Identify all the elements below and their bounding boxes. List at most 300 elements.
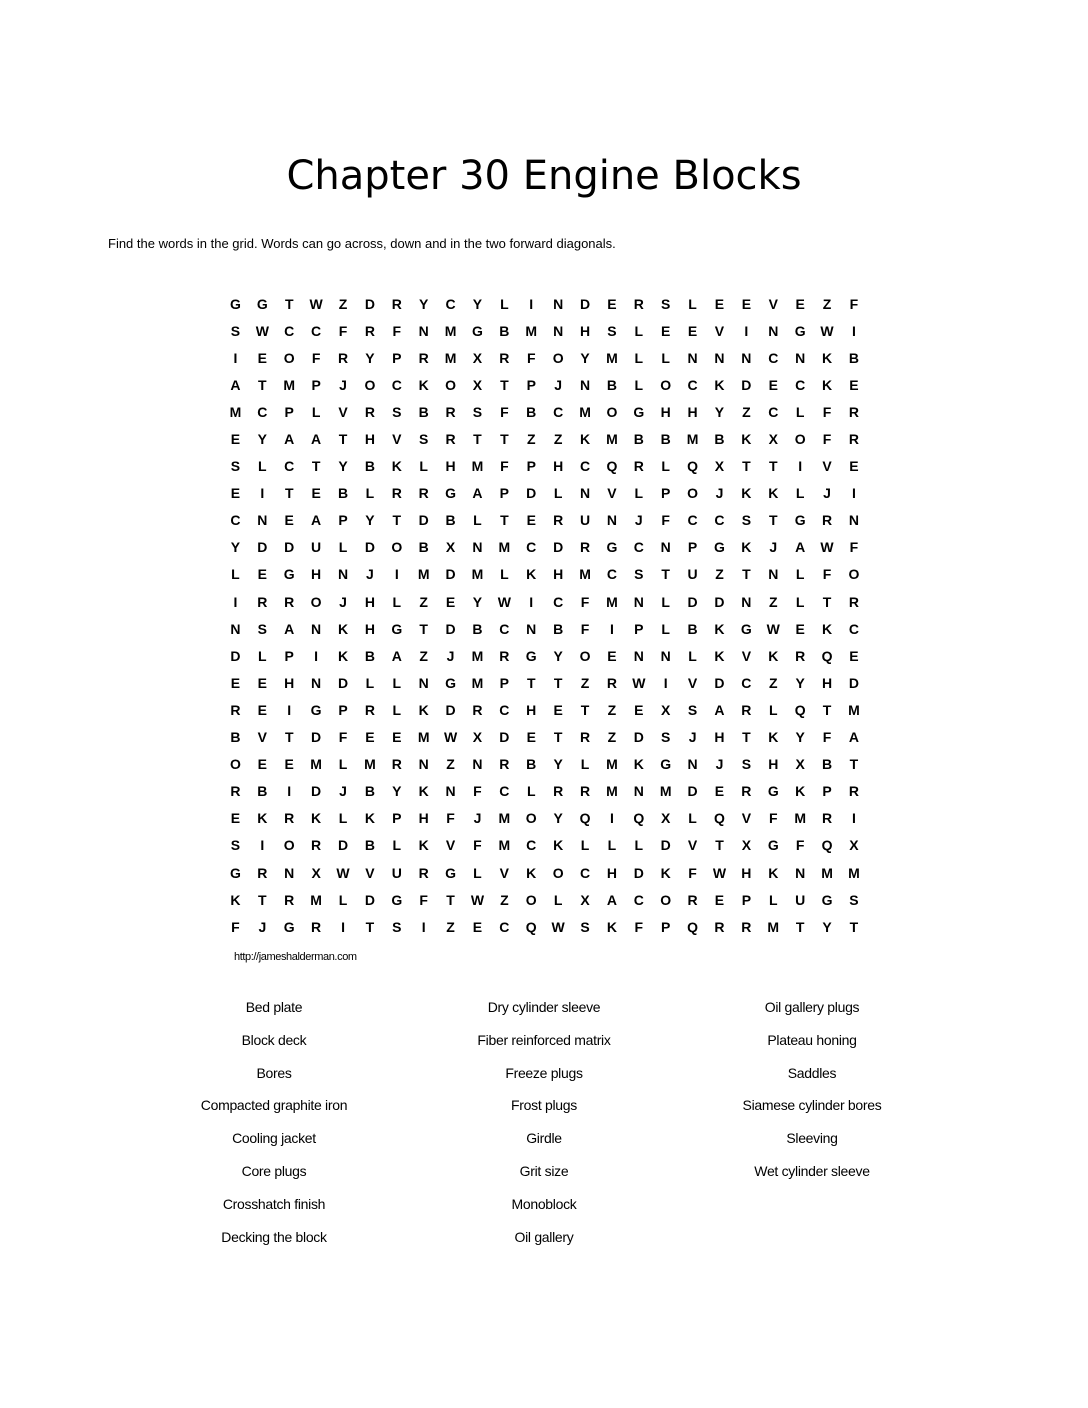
- grid-letter: L: [688, 647, 697, 664]
- grid-letter: G: [472, 322, 483, 339]
- grid-letter: O: [552, 864, 564, 881]
- grid-letter: B: [553, 620, 564, 637]
- grid-letter: I: [529, 593, 534, 610]
- grid-letter: K: [768, 864, 779, 881]
- grid-letter: V: [687, 674, 698, 691]
- letter-grid: [222, 290, 867, 940]
- grid-letter: M: [471, 674, 484, 691]
- grid-letter: G: [283, 918, 295, 935]
- grid-letter: R: [579, 539, 591, 556]
- grid-letter: G: [391, 891, 403, 908]
- grid-letter: E: [365, 729, 375, 746]
- grid-letter: M: [471, 458, 484, 475]
- grid-letter: H: [364, 593, 375, 610]
- grid-letter: D: [418, 512, 429, 529]
- grid-letter: I: [260, 485, 265, 502]
- grid-letter: X: [445, 539, 456, 556]
- grid-letter: M: [471, 647, 484, 664]
- grid-letter: P: [392, 810, 402, 827]
- grid-letter: R: [230, 783, 241, 800]
- grid-letter: F: [634, 918, 644, 935]
- grid-letter: L: [795, 593, 805, 610]
- grid-letter: P: [284, 647, 294, 664]
- grid-letter: J: [258, 918, 267, 935]
- grid-letter: S: [661, 729, 671, 746]
- grid-letter: S: [392, 918, 402, 935]
- grid-letter: D: [579, 295, 591, 312]
- grid-letter: S: [472, 403, 483, 420]
- grid-letter: E: [849, 376, 859, 393]
- grid-letter: F: [822, 566, 832, 583]
- grid-letter: Q: [687, 918, 699, 935]
- grid-letter: P: [526, 376, 536, 393]
- grid-letter: R: [741, 918, 752, 935]
- grid-letter: R: [364, 701, 375, 718]
- grid-letter: B: [687, 620, 698, 637]
- grid-letter: W: [255, 322, 269, 339]
- grid-letter: N: [633, 647, 644, 664]
- grid-letter: L: [392, 837, 402, 854]
- grid-letter: T: [822, 701, 832, 718]
- grid-letter: T: [311, 458, 321, 475]
- grid-letter: M: [767, 918, 780, 935]
- grid-letter: K: [418, 376, 429, 393]
- grid-letter: S: [580, 918, 590, 935]
- grid-letter: I: [663, 674, 668, 691]
- grid-letter: R: [472, 701, 483, 718]
- grid-letter: O: [525, 810, 537, 827]
- grid-letter: J: [769, 539, 778, 556]
- grid-letter: V: [499, 864, 510, 881]
- grid-letter: C: [579, 864, 591, 881]
- grid-letter: T: [258, 891, 267, 908]
- grid-letter: B: [821, 756, 833, 773]
- grid-letter: A: [606, 891, 617, 908]
- grid-letter: X: [311, 864, 321, 881]
- grid-letter: J: [554, 376, 563, 393]
- grid-letter: G: [660, 756, 672, 773]
- grid-letter: N: [445, 783, 456, 800]
- grid-letter: Z: [419, 593, 428, 610]
- grid-letter: R: [391, 295, 402, 312]
- grid-letter: P: [311, 376, 321, 393]
- grid-letter: E: [849, 458, 859, 475]
- grid-letter: G: [230, 864, 241, 881]
- grid-letter: E: [714, 891, 725, 908]
- grid-letter: Y: [472, 593, 483, 610]
- grid-letter: Y: [553, 810, 563, 827]
- grid-letter: E: [257, 349, 267, 366]
- grid-letter: C: [391, 376, 402, 393]
- grid-letter: L: [634, 322, 644, 339]
- grid-letter: L: [500, 295, 509, 312]
- grid-letter: D: [687, 783, 698, 800]
- word-list-item: Fiber reinforced matrix: [477, 1031, 611, 1048]
- grid-letter: L: [338, 891, 348, 908]
- grid-letter: N: [579, 485, 591, 502]
- grid-letter: C: [526, 539, 537, 556]
- grid-letter: L: [553, 485, 563, 502]
- word-list-item: Core plugs: [241, 1162, 307, 1179]
- grid-letter: B: [606, 376, 617, 393]
- grid-letter: R: [553, 783, 564, 800]
- grid-letter: B: [364, 837, 375, 854]
- grid-letter: E: [634, 701, 644, 718]
- grid-letter: F: [795, 837, 805, 854]
- grid-letter: L: [231, 566, 240, 583]
- grid-letter: R: [311, 837, 322, 854]
- grid-letter: K: [337, 647, 349, 664]
- grid-letter: C: [284, 458, 295, 475]
- grid-letter: I: [798, 458, 803, 475]
- grid-letter: E: [714, 783, 725, 800]
- grid-letter: M: [606, 349, 618, 366]
- grid-letter: Q: [821, 837, 833, 854]
- grid-letter: O: [552, 349, 564, 366]
- grid-letter: E: [553, 701, 563, 718]
- grid-letter: R: [230, 701, 241, 718]
- grid-letter: T: [822, 593, 832, 610]
- word-list-item: Girdle: [526, 1130, 562, 1147]
- grid-letter: W: [470, 891, 485, 908]
- grid-letter: X: [661, 810, 671, 827]
- grid-letter: E: [257, 566, 267, 583]
- grid-letter: K: [741, 485, 752, 502]
- grid-letter: N: [768, 322, 779, 339]
- grid-letter: N: [741, 349, 752, 366]
- grid-letter: T: [768, 512, 778, 529]
- grid-letter: V: [607, 485, 617, 502]
- grid-letter: A: [795, 539, 806, 556]
- grid-letter: R: [284, 593, 295, 610]
- grid-letter: M: [310, 891, 322, 908]
- grid-letter: B: [364, 647, 375, 664]
- grid-letter: I: [233, 349, 238, 366]
- grid-letter: S: [230, 322, 241, 339]
- grid-letter: O: [230, 756, 241, 773]
- grid-letter: L: [661, 620, 670, 637]
- grid-letter: H: [606, 864, 617, 881]
- grid-letter: I: [851, 322, 856, 339]
- grid-letter: M: [606, 431, 618, 448]
- grid-letter: G: [391, 620, 403, 637]
- grid-letter: K: [660, 864, 671, 881]
- grid-letter: T: [715, 837, 724, 854]
- grid-letter: B: [714, 431, 725, 448]
- grid-letter: E: [311, 485, 321, 502]
- grid-letter: B: [364, 458, 375, 475]
- grid-letter: R: [848, 403, 859, 420]
- grid-letter: R: [257, 593, 268, 610]
- grid-letter: E: [230, 485, 241, 502]
- grid-letter: V: [365, 864, 375, 881]
- grid-letter: G: [606, 539, 618, 556]
- grid-letter: C: [741, 674, 752, 691]
- grid-letter: N: [768, 566, 779, 583]
- grid-letter: B: [526, 756, 537, 773]
- grid-letter: L: [258, 458, 267, 475]
- grid-letter: R: [795, 647, 806, 664]
- grid-letter: K: [821, 376, 833, 393]
- grid-letter: D: [257, 539, 268, 556]
- grid-letter: N: [633, 593, 644, 610]
- grid-letter: K: [579, 431, 591, 448]
- grid-letter: F: [473, 783, 482, 800]
- grid-letter: M: [525, 322, 538, 339]
- grid-letter: E: [687, 322, 698, 339]
- grid-letter: N: [472, 539, 483, 556]
- source-url: http://jameshalderman.com: [234, 951, 357, 963]
- grid-letter: E: [795, 620, 805, 637]
- grid-letter: R: [445, 431, 456, 448]
- grid-letter: K: [821, 620, 833, 637]
- grid-letter: O: [310, 593, 322, 610]
- grid-letter: C: [499, 701, 510, 718]
- grid-letter: R: [848, 431, 859, 448]
- grid-letter: U: [795, 891, 806, 908]
- word-list-item: Block deck: [241, 1031, 307, 1048]
- grid-letter: C: [687, 512, 698, 529]
- word-list-item: Plateau honing: [767, 1031, 857, 1048]
- grid-letter: Y: [472, 295, 483, 312]
- grid-letter: M: [848, 864, 860, 881]
- grid-letter: B: [499, 322, 510, 339]
- grid-letter: K: [714, 620, 725, 637]
- word-list-column-1: [124, 996, 424, 1258]
- grid-letter: W: [820, 322, 834, 339]
- grid-letter: L: [526, 783, 536, 800]
- grid-letter: C: [284, 322, 295, 339]
- grid-letter: L: [258, 647, 267, 664]
- grid-letter: D: [311, 729, 322, 746]
- grid-letter: I: [287, 783, 292, 800]
- grid-letter: J: [366, 566, 374, 583]
- word-list-item: Siamese cylinder bores: [742, 1097, 882, 1114]
- grid-letter: A: [311, 512, 322, 529]
- grid-letter: F: [500, 403, 509, 420]
- grid-letter: L: [634, 376, 644, 393]
- grid-letter: F: [231, 918, 240, 935]
- grid-letter: I: [609, 810, 614, 827]
- grid-letter: X: [661, 701, 671, 718]
- grid-letter: X: [768, 431, 778, 448]
- grid-letter: K: [606, 918, 617, 935]
- grid-letter: E: [284, 756, 294, 773]
- grid-letter: F: [526, 349, 536, 366]
- grid-letter: H: [364, 431, 375, 448]
- grid-letter: B: [445, 512, 456, 529]
- grid-letter: O: [579, 647, 591, 664]
- word-list-item: Compacted graphite iron: [200, 1097, 348, 1114]
- grid-letter: L: [311, 403, 321, 420]
- grid-letter: F: [580, 593, 590, 610]
- grid-letter: L: [500, 566, 509, 583]
- grid-letter: J: [473, 810, 482, 827]
- grid-letter: D: [714, 593, 725, 610]
- grid-letter: R: [391, 756, 402, 773]
- grid-letter: S: [230, 458, 241, 475]
- grid-letter: G: [714, 539, 725, 556]
- grid-letter: L: [768, 701, 778, 718]
- grid-letter: L: [392, 701, 402, 718]
- grid-letter: Q: [821, 647, 833, 664]
- grid-letter: R: [284, 891, 295, 908]
- grid-letter: D: [230, 647, 241, 664]
- grid-letter: R: [418, 349, 429, 366]
- grid-letter: Z: [419, 647, 428, 664]
- grid-letter: N: [230, 620, 241, 637]
- grid-letter: N: [606, 512, 617, 529]
- grid-letter: H: [821, 674, 833, 691]
- grid-letter: C: [768, 349, 779, 366]
- grid-letter: X: [741, 837, 752, 854]
- grid-letter: M: [659, 783, 672, 800]
- grid-letter: T: [365, 918, 375, 935]
- grid-letter: I: [287, 701, 292, 718]
- grid-letter: A: [391, 647, 402, 664]
- grid-letter: O: [848, 566, 860, 583]
- grid-letter: T: [284, 485, 294, 502]
- grid-letter: K: [633, 756, 644, 773]
- grid-letter: Y: [580, 349, 590, 366]
- grid-letter: Y: [795, 674, 805, 691]
- grid-letter: L: [607, 837, 617, 854]
- grid-letter: R: [418, 864, 429, 881]
- grid-letter: V: [741, 647, 752, 664]
- grid-letter: H: [364, 620, 375, 637]
- grid-letter: Q: [606, 458, 618, 475]
- grid-letter: W: [336, 864, 350, 881]
- grid-letter: N: [526, 620, 537, 637]
- grid-letter: T: [284, 729, 294, 746]
- grid-letter: Z: [500, 891, 509, 908]
- grid-letter: G: [445, 864, 457, 881]
- grid-letter: F: [849, 539, 859, 556]
- word-list-item: Oil gallery plugs: [764, 999, 860, 1015]
- grid-letter: E: [849, 647, 859, 664]
- grid-letter: X: [472, 349, 483, 366]
- grid-letter: T: [742, 729, 751, 746]
- grid-letter: T: [500, 512, 509, 529]
- grid-letter: S: [741, 756, 752, 773]
- grid-letter: S: [849, 891, 859, 908]
- grid-letter: F: [311, 349, 321, 366]
- grid-letter: L: [580, 756, 590, 773]
- grid-letter: M: [417, 729, 430, 746]
- grid-letter: N: [579, 376, 591, 393]
- grid-letter: N: [418, 674, 429, 691]
- grid-letter: L: [661, 349, 670, 366]
- grid-letter: V: [822, 458, 832, 475]
- grid-letter: V: [392, 431, 402, 448]
- grid-letter: C: [230, 512, 241, 529]
- grid-letter: H: [418, 810, 429, 827]
- grid-letter: R: [499, 756, 510, 773]
- grid-letter: X: [472, 376, 483, 393]
- grid-letter: N: [687, 349, 698, 366]
- grid-letter: R: [445, 403, 456, 420]
- grid-letter: R: [848, 593, 859, 610]
- grid-letter: I: [851, 810, 856, 827]
- grid-letter: E: [741, 295, 752, 312]
- word-list-item: Wet cylinder sleeve: [754, 1162, 870, 1179]
- grid-letter: E: [607, 295, 617, 312]
- grid-letter: R: [579, 729, 591, 746]
- grid-letter: D: [284, 539, 295, 556]
- grid-letter: C: [553, 593, 564, 610]
- grid-letter: V: [768, 295, 778, 312]
- grid-letter: C: [499, 918, 510, 935]
- grid-letter: Y: [714, 403, 725, 420]
- grid-letter: M: [606, 756, 618, 773]
- grid-letter: Y: [553, 756, 563, 773]
- grid-letter: B: [633, 431, 644, 448]
- grid-letter: D: [526, 485, 537, 502]
- grid-letter: D: [364, 891, 375, 908]
- grid-letter: T: [446, 891, 455, 908]
- instructions: Find the words in the grid. Words can go across, down and in the two forward diagonals.: [108, 236, 616, 251]
- grid-letter: Q: [633, 810, 645, 827]
- grid-letter: T: [500, 431, 509, 448]
- grid-letter: T: [580, 701, 590, 718]
- grid-letter: K: [741, 431, 752, 448]
- grid-letter: J: [339, 593, 347, 610]
- grid-letter: M: [283, 376, 296, 393]
- grid-letter: X: [472, 729, 483, 746]
- grid-letter: L: [661, 593, 670, 610]
- grid-letter: H: [714, 729, 725, 746]
- grid-letter: P: [338, 701, 348, 718]
- grid-letter: D: [445, 566, 456, 583]
- grid-letter: R: [311, 918, 322, 935]
- grid-letter: K: [768, 647, 779, 664]
- grid-letter: R: [499, 647, 510, 664]
- word-list-item: Freeze plugs: [505, 1064, 583, 1081]
- grid-letter: N: [418, 322, 429, 339]
- grid-letter: F: [338, 729, 348, 746]
- grid-letter: M: [444, 349, 457, 366]
- grid-letter: M: [417, 566, 430, 583]
- grid-letter: C: [848, 620, 859, 637]
- grid-letter: H: [311, 566, 322, 583]
- grid-letter: N: [687, 756, 698, 773]
- grid-letter: M: [310, 756, 322, 773]
- grid-letter: K: [821, 349, 833, 366]
- grid-letter: D: [337, 674, 349, 691]
- grid-letter: I: [341, 918, 345, 935]
- grid-letter: A: [311, 431, 322, 448]
- grid-letter: N: [660, 539, 671, 556]
- grid-letter: D: [660, 837, 671, 854]
- grid-letter: L: [661, 458, 670, 475]
- grid-letter: K: [337, 620, 349, 637]
- grid-letter: Y: [419, 295, 429, 312]
- grid-letter: M: [821, 864, 833, 881]
- grid-letter: F: [580, 620, 590, 637]
- grid-letter: D: [848, 674, 859, 691]
- grid-letter: Y: [553, 647, 563, 664]
- grid-letter: D: [499, 729, 510, 746]
- grid-letter: D: [445, 620, 456, 637]
- grid-letter: D: [364, 295, 375, 312]
- grid-letter: N: [795, 349, 806, 366]
- grid-letter: J: [715, 756, 724, 773]
- grid-letter: G: [445, 485, 457, 502]
- grid-letter: M: [606, 783, 618, 800]
- grid-letter: L: [795, 403, 805, 420]
- grid-letter: B: [257, 783, 268, 800]
- grid-letter: K: [553, 837, 564, 854]
